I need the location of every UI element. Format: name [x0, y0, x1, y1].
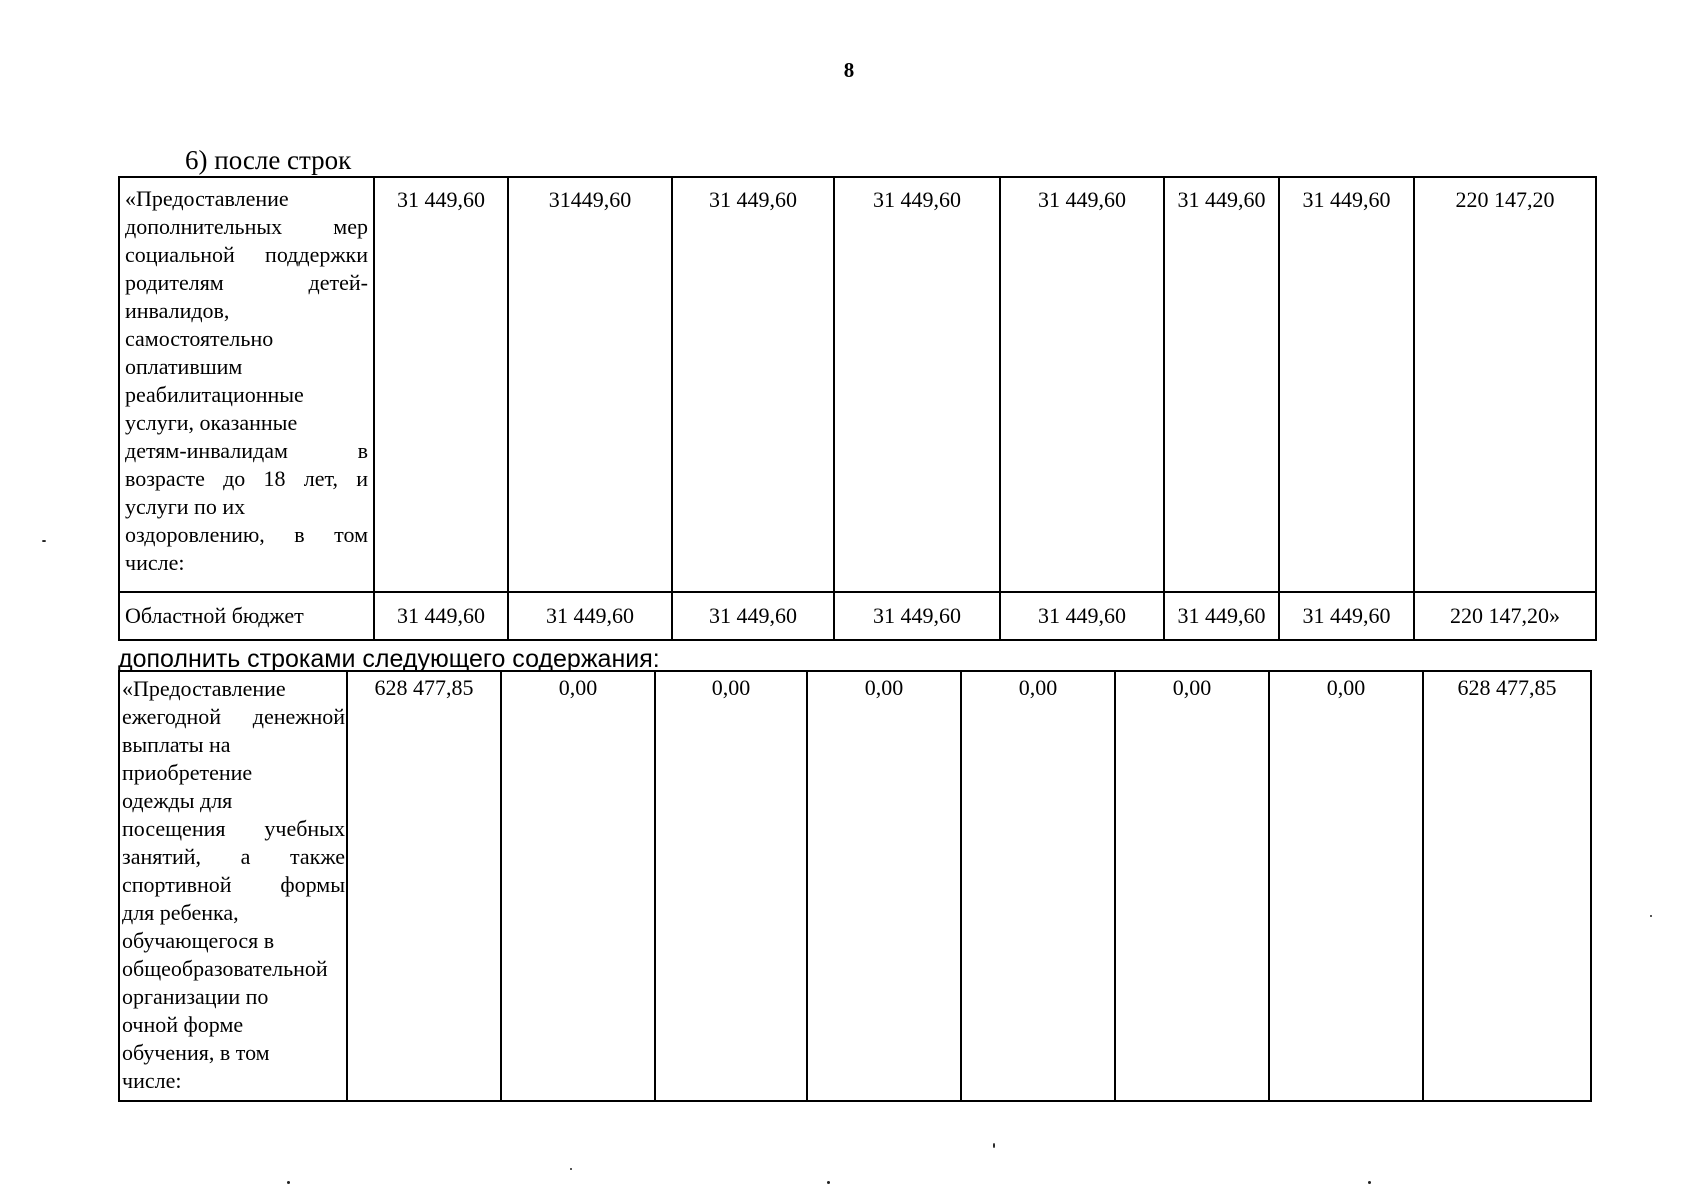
- label-line: возрасте до 18 лет, и: [125, 466, 368, 491]
- label-line: услуги, оказанные: [125, 410, 298, 435]
- value-cell: 31 449,60: [374, 592, 508, 640]
- scan-speck: [827, 1181, 830, 1184]
- table-new-rows: [118, 670, 1592, 1102]
- row-label: [119, 671, 347, 1101]
- label-line: для ребенка,: [122, 900, 239, 925]
- value-cell: 31 449,60: [834, 177, 1000, 592]
- label-line: социальной поддержки: [125, 242, 368, 267]
- label-line: дополнительных мер: [125, 214, 368, 239]
- label-line: самостоятельно: [125, 326, 274, 351]
- value-cell: 31 449,60: [1164, 592, 1279, 640]
- scan-speck: [1368, 1181, 1371, 1184]
- value-cell: 31 449,60: [672, 592, 834, 640]
- row-label: [119, 177, 374, 592]
- value-cell: 31 449,60: [1000, 177, 1164, 592]
- label-line: спортивной формы: [122, 872, 345, 897]
- label-line: выплаты на: [122, 732, 231, 757]
- value-cell: 0,00: [961, 671, 1115, 1101]
- value-cell: 0,00: [1269, 671, 1423, 1101]
- label-line: реабилитационные: [125, 382, 304, 407]
- label-line: «Предоставление: [125, 186, 289, 211]
- intro-text-after-rows: 6) после строк: [185, 145, 352, 175]
- scan-speck: [993, 1143, 995, 1148]
- label-line: «Предоставление: [122, 676, 286, 701]
- scan-speck: [1650, 915, 1652, 917]
- label-line: общеобразовательной: [122, 956, 328, 981]
- scan-speck: [570, 1168, 572, 1170]
- value-cell: 0,00: [1115, 671, 1269, 1101]
- table-row: [119, 177, 1596, 592]
- value-cell: 31 449,60: [374, 177, 508, 592]
- row-label-text: [122, 675, 345, 1095]
- total-cell: 628 477,85: [1423, 671, 1591, 1101]
- total-cell: 220 147,20: [1414, 177, 1596, 592]
- label-line: обучающегося в: [122, 928, 275, 953]
- label-line: детям-инвалидам в: [125, 438, 368, 463]
- label-line: очной форме: [122, 1012, 244, 1037]
- label-line: числе:: [125, 550, 185, 575]
- label-line: инвалидов,: [125, 298, 230, 323]
- value-cell: 31 449,60: [1164, 177, 1279, 592]
- label-line: ежегодной денежной: [122, 704, 345, 729]
- label-line: оплатившим: [125, 354, 243, 379]
- row-label-text: [125, 185, 368, 577]
- value-cell: 0,00: [501, 671, 655, 1101]
- label-line: обучения, в том: [122, 1040, 270, 1065]
- value-cell: 31 449,60: [1279, 592, 1414, 640]
- table-row: [119, 592, 1596, 640]
- table-row: [119, 671, 1591, 1101]
- table-existing-rows: [118, 176, 1597, 641]
- intro-text-add-rows: дополнить строками следующего содержания:: [118, 645, 660, 673]
- scan-speck: [42, 540, 46, 542]
- value-cell: 31 449,60: [1279, 177, 1414, 592]
- value-cell: 31 449,60: [508, 592, 672, 640]
- value-cell: 31 449,60: [834, 592, 1000, 640]
- value-cell: 31 449,60: [1000, 592, 1164, 640]
- label-line: одежды для: [122, 788, 233, 813]
- value-cell: 0,00: [807, 671, 961, 1101]
- value-cell: 31449,60: [508, 177, 672, 592]
- value-cell: 31 449,60: [672, 177, 834, 592]
- value-cell: 628 477,85: [347, 671, 501, 1101]
- label-line: занятий, а также: [122, 844, 345, 869]
- value-cell: 0,00: [655, 671, 807, 1101]
- label-line: родителям детей-: [125, 270, 368, 295]
- scan-speck: [287, 1181, 290, 1184]
- page-number: 8: [843, 58, 855, 82]
- row-label: Областной бюджет: [119, 592, 374, 640]
- label-line: организации по: [122, 984, 269, 1009]
- label-line: услуги по их: [125, 494, 246, 519]
- label-line: посещения учебных: [122, 816, 345, 841]
- label-line: приобретение: [122, 760, 253, 785]
- total-cell: 220 147,20»: [1414, 592, 1596, 640]
- label-line: числе:: [122, 1068, 182, 1093]
- label-line: оздоровлению, в том: [125, 522, 368, 547]
